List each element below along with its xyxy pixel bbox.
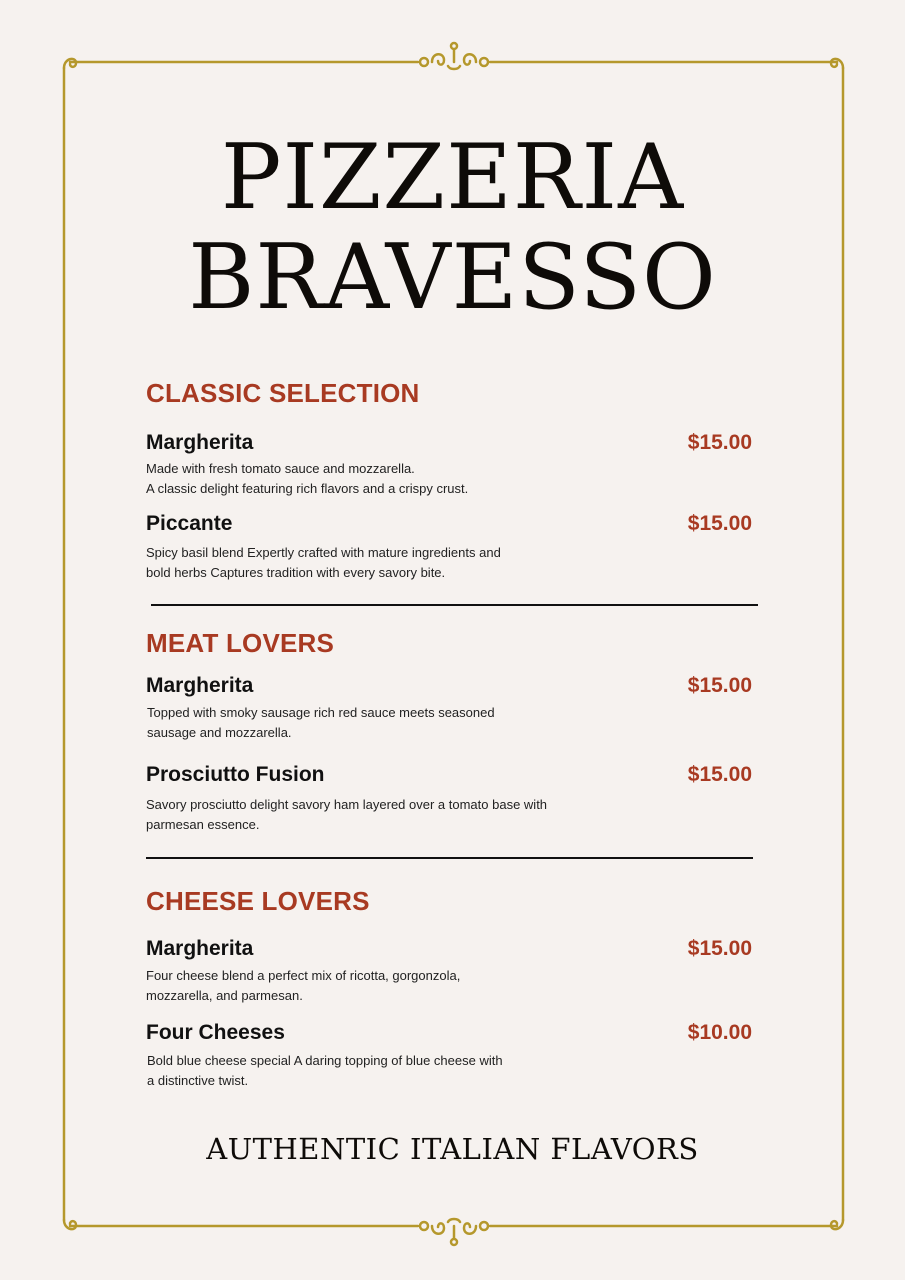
description-line: A classic delight featuring rich flavors and a crispy crust.	[146, 480, 469, 496]
menu-item-description	[146, 966, 586, 1005]
menu-item-price: $15.00	[687, 763, 752, 786]
menu-item-price: $15.00	[687, 674, 752, 697]
menu-item-price: $15.00	[687, 937, 752, 960]
description-line: a distinctive twist.	[147, 1072, 249, 1088]
restaurant-title-line-2: BRAVESSO	[188, 225, 717, 330]
menu-item-name: Margherita	[146, 937, 254, 960]
footer-tagline: AUTHENTIC ITALIAN FLAVORS	[206, 1132, 699, 1166]
section-title-meat-lovers: MEAT LOVERS	[146, 628, 335, 658]
menu-item-description	[146, 795, 616, 834]
restaurant-title-line-1: PIZZERIA	[220, 125, 685, 230]
menu-item-name: Margherita	[146, 674, 254, 697]
menu-item-description	[147, 703, 587, 742]
menu-item-name: Piccante	[146, 512, 233, 535]
section-title-cheese-lovers: CHEESE LOVERS	[146, 886, 370, 916]
menu-item-description	[147, 1051, 587, 1090]
section-divider	[146, 857, 753, 859]
menu-item-price: $15.00	[687, 431, 752, 454]
description-line: parmesan essence.	[146, 816, 260, 832]
description-line: Made with fresh tomato sauce and mozzarella.	[146, 461, 415, 476]
menu-item-description	[146, 543, 586, 582]
description-line: Bold blue cheese special A daring topping of blue cheese with	[147, 1053, 503, 1068]
menu-item-name: Prosciutto Fusion	[146, 763, 325, 786]
description-line: Topped with smoky sausage rich red sauce meets seasoned	[147, 705, 495, 720]
section-title-classic-selection: CLASSIC SELECTION	[146, 378, 420, 408]
menu-item-name: Four Cheeses	[146, 1021, 285, 1044]
menu-item-price: $10.00	[687, 1021, 752, 1044]
description-line: bold herbs Captures tradition with every savory bite.	[146, 564, 446, 580]
menu-item-price: $15.00	[687, 512, 752, 535]
description-line: Four cheese blend a perfect mix of ricotta, gorgonzola,	[146, 968, 461, 983]
description-line: sausage and mozzarella.	[147, 724, 292, 740]
description-line: Spicy basil blend Expertly crafted with mature ingredients and	[146, 545, 501, 560]
menu-item-name: Margherita	[146, 431, 254, 454]
section-divider	[151, 604, 758, 606]
description-line: Savory prosciutto delight savory ham layered over a tomato base with	[146, 797, 548, 812]
menu-item-description	[146, 459, 586, 498]
description-line: mozzarella, and parmesan.	[146, 987, 303, 1003]
